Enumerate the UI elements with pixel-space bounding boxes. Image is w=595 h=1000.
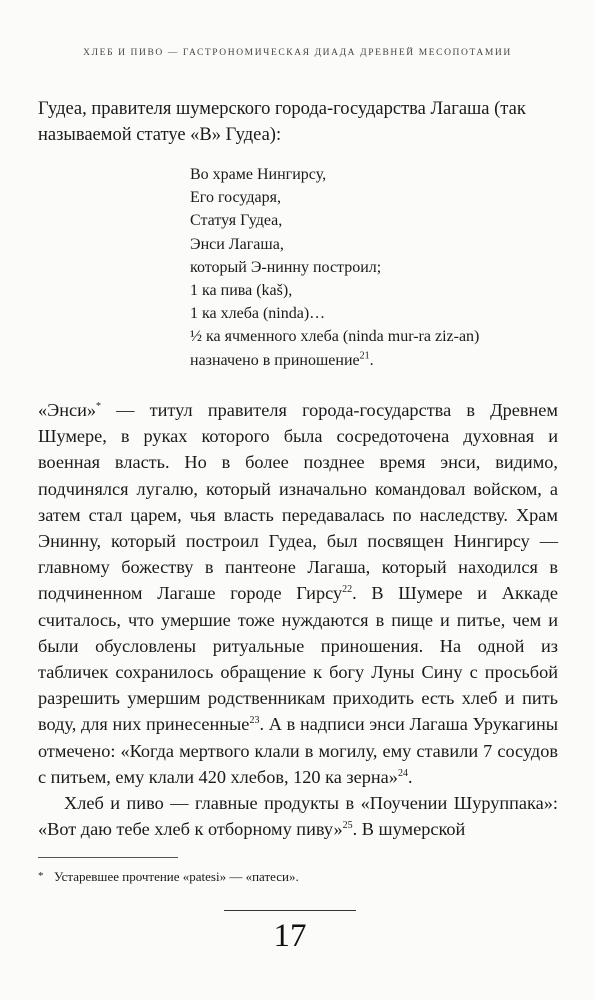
poem-line: Энси Лагаша,	[190, 235, 284, 253]
running-header: ХЛЕБ И ПИВО — ГАСТРОНОМИЧЕСКАЯ ДИАДА ДРЕВНЕЙ МЕСОПОТАМИИ	[83, 48, 512, 58]
poem-line: который Э-нинну построил;	[190, 258, 382, 276]
quoted-inscription	[190, 163, 570, 372]
footnote-divider	[38, 857, 178, 858]
endnote-ref-23[interactable]: 23	[249, 715, 260, 727]
poem-line: Его государя,	[190, 189, 281, 207]
text-run: «Энси»	[38, 400, 97, 420]
endnote-ref-25[interactable]: 25	[342, 820, 353, 832]
footnote-text: Устаревшее прочтение «patesi» — «патеси».	[54, 869, 299, 884]
poem-line: Во храме Нингирсу,	[190, 166, 327, 183]
body-paragraph-1	[38, 397, 558, 790]
poem-line-text: назначено в приношение	[190, 351, 360, 369]
intro-text: Гудеа, правителя шумерского города-государства Лагаша (так называемой статуе «В» Гудеа):	[38, 99, 526, 145]
poem-line-end: .	[369, 351, 374, 369]
text-run: . В шумерской	[352, 819, 466, 840]
poem-line: 1 ка хлеба (ninda)…	[190, 305, 326, 323]
poem-line: Статуя Гудеа,	[190, 212, 283, 230]
page-number-rule	[224, 910, 356, 911]
text-run: . В Шумере и Аккаде считалось, что умершие тоже нуждаются в пище и питье, чем и были обусловлены ритуальные приношения. На одной из табличек сохранилось обращение к богу Луны Сину с просьбой разрешить умершим родственникам приходить есть хлеб и пить воду, для них принесенные	[38, 583, 558, 735]
text-run: Хлеб и пиво — главные продукты в «Поучении Шуруппака»: «Вот даю тебе хлеб к отборному пиву»	[38, 793, 558, 840]
poem-line: ½ ка ячменного хлеба (ninda mur-ra ziz-an)	[190, 328, 480, 346]
endnote-ref-21[interactable]: 21	[359, 350, 370, 362]
footnote	[38, 868, 558, 885]
footnote-ref-asterisk[interactable]: *	[96, 400, 102, 412]
poem-line: 1 ка пива (kaš),	[190, 282, 293, 300]
text-run: .	[407, 766, 413, 787]
page-number: 17	[273, 918, 307, 954]
intro-paragraph	[38, 96, 558, 148]
endnote-ref-24[interactable]: 24	[397, 767, 408, 779]
poem-line-last	[190, 349, 570, 372]
footnote-mark: *	[38, 870, 44, 882]
body-paragraph-2	[38, 790, 558, 842]
body-text	[38, 397, 558, 842]
endnote-ref-22[interactable]: 22	[342, 584, 353, 596]
text-run: — титул правителя города-государства в Древнем Шумере, в руках которого была сосредоточена духовная и военная власть. Но в более позднее время энси, видимо, подчинялся лугалю, который изначально командовал войском, а затем стал царем, чья власть передавалась по наследству. Храм Энинну, который построил Гудеа, был посвящен Нингирсу — главному божеству в пантеоне Лагаша, который находился в подчиненном Лагаше городе Гирсу	[38, 400, 558, 604]
text-run: . А в надписи энси Лагаша Урукагины отмечено: «Когда мертвого клали в могилу, ему ставили 7 сосудов с питьем, ему клали 420 хлебов, 120 ка зерна»	[38, 714, 559, 787]
